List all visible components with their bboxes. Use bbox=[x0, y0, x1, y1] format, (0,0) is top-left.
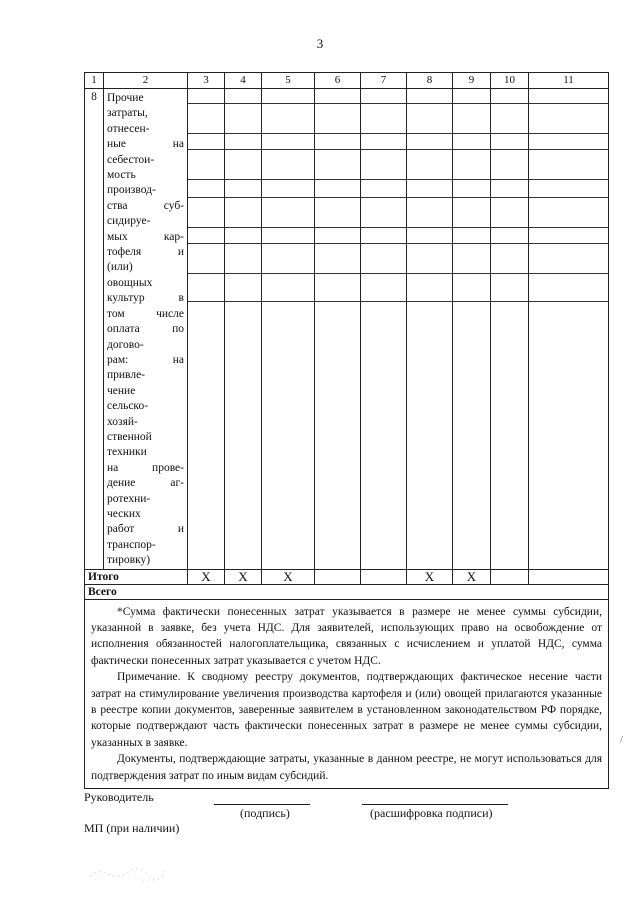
decode-caption: (расшифровка подписи) bbox=[370, 806, 493, 820]
sub-row-rule bbox=[491, 149, 528, 150]
itogo-cell: X bbox=[188, 569, 225, 584]
sub-row-rule bbox=[361, 243, 406, 244]
sub-row-rule bbox=[453, 149, 490, 150]
data-cell bbox=[315, 89, 361, 570]
col-header: 5 bbox=[262, 73, 315, 89]
col-header: 2 bbox=[104, 73, 188, 89]
sub-row-rule bbox=[361, 197, 406, 198]
description-line: отнесен- bbox=[107, 122, 150, 135]
sub-row-rule bbox=[529, 301, 608, 302]
sub-row-rule bbox=[225, 133, 261, 134]
data-column bbox=[315, 89, 360, 549]
sub-row-rule bbox=[262, 273, 314, 274]
sub-row-rule bbox=[225, 301, 261, 302]
data-column bbox=[529, 89, 608, 549]
col-header: 11 bbox=[529, 73, 609, 89]
col-header: 9 bbox=[453, 73, 491, 89]
sub-row-rule bbox=[262, 179, 314, 180]
sub-row-rule bbox=[529, 273, 608, 274]
sub-row-rule bbox=[262, 103, 314, 104]
sub-row-rule bbox=[361, 103, 406, 104]
description-line: культур в bbox=[107, 292, 184, 305]
itogo-cell bbox=[315, 569, 361, 584]
sub-row-rule bbox=[188, 179, 224, 180]
description-line: чение bbox=[107, 384, 136, 397]
sub-row-rule bbox=[262, 133, 314, 134]
description-line: техники bbox=[107, 446, 147, 459]
notes-cell bbox=[85, 599, 609, 788]
description-line: мых кар- bbox=[107, 230, 184, 243]
sub-row-rule bbox=[361, 227, 406, 228]
description-line: производ- bbox=[107, 184, 156, 197]
col-header: 7 bbox=[361, 73, 407, 89]
stamp-place: МП (при наличии) bbox=[84, 821, 180, 835]
description-line: хозяй- bbox=[107, 415, 138, 428]
sub-row-rule bbox=[529, 103, 608, 104]
sub-row-rule bbox=[315, 133, 360, 134]
description-line: сельско- bbox=[107, 400, 149, 413]
sub-row-rule bbox=[491, 243, 528, 244]
scan-smudge-icon bbox=[88, 860, 168, 882]
sub-row-rule bbox=[491, 179, 528, 180]
sub-row-rule bbox=[315, 273, 360, 274]
data-cell bbox=[529, 89, 609, 570]
data-column bbox=[225, 89, 261, 549]
row-description bbox=[104, 89, 188, 570]
itogo-cell: X bbox=[407, 569, 453, 584]
sub-row-rule bbox=[225, 197, 261, 198]
sub-row-rule bbox=[453, 133, 490, 134]
description-line: привле- bbox=[107, 369, 146, 382]
sub-row-rule bbox=[315, 301, 360, 302]
description-line: том числе bbox=[107, 307, 184, 320]
sub-row-rule bbox=[407, 103, 452, 104]
sub-row-rule bbox=[491, 273, 528, 274]
sub-row-rule bbox=[225, 103, 261, 104]
sub-row-rule bbox=[491, 227, 528, 228]
description-line: мость bbox=[107, 169, 136, 182]
data-cell bbox=[491, 89, 529, 570]
sub-row-rule bbox=[529, 179, 608, 180]
sub-row-rule bbox=[315, 103, 360, 104]
sub-row-rule bbox=[453, 273, 490, 274]
description-line: затраты, bbox=[107, 107, 148, 120]
sub-row-rule bbox=[315, 179, 360, 180]
sub-row-rule bbox=[262, 149, 314, 150]
sub-row-rule bbox=[407, 197, 452, 198]
sub-row-rule bbox=[361, 273, 406, 274]
sub-row-rule bbox=[262, 243, 314, 244]
description-line: тировку) bbox=[107, 554, 151, 567]
description-line: (или) bbox=[107, 261, 133, 274]
data-column bbox=[188, 89, 224, 549]
data-column bbox=[491, 89, 528, 549]
sub-row-rule bbox=[225, 273, 261, 274]
sub-row-rule bbox=[315, 227, 360, 228]
itogo-row bbox=[85, 569, 609, 584]
sub-row-rule bbox=[225, 243, 261, 244]
signature-line bbox=[214, 804, 310, 805]
sub-row-rule bbox=[262, 227, 314, 228]
sub-row-rule bbox=[361, 179, 406, 180]
sub-row-rule bbox=[225, 149, 261, 150]
sub-row-rule bbox=[453, 301, 490, 302]
description-line: оплата по bbox=[107, 323, 184, 336]
data-column bbox=[407, 89, 452, 549]
sub-row-rule bbox=[529, 149, 608, 150]
sub-row-rule bbox=[225, 179, 261, 180]
sub-row-rule bbox=[361, 149, 406, 150]
description-line: ротехни- bbox=[107, 492, 151, 505]
itogo-cell: X bbox=[262, 569, 315, 584]
data-cell bbox=[407, 89, 453, 570]
note-restriction: Документы, подтверждающие затраты, указанные в данном реестре, не могут использоваться для подтверждения затрат по иным видам субсидий. bbox=[91, 753, 602, 782]
sub-row-rule bbox=[188, 273, 224, 274]
sub-row-rule bbox=[315, 243, 360, 244]
data-column bbox=[262, 89, 314, 549]
col-header: 3 bbox=[188, 73, 225, 89]
data-column bbox=[453, 89, 490, 549]
sub-row-rule bbox=[529, 197, 608, 198]
sub-row-rule bbox=[453, 227, 490, 228]
description-line: ные на bbox=[107, 138, 184, 151]
data-column bbox=[361, 89, 406, 549]
sub-row-rule bbox=[529, 227, 608, 228]
description-line: ственной bbox=[107, 430, 152, 443]
sub-row-rule bbox=[225, 227, 261, 228]
itogo-cell bbox=[529, 569, 609, 584]
itogo-cell bbox=[361, 569, 407, 584]
sub-row-rule bbox=[491, 301, 528, 302]
description-line: ства суб- bbox=[107, 199, 184, 212]
col-header: 10 bbox=[491, 73, 529, 89]
sub-row-rule bbox=[407, 133, 452, 134]
itogo-cell bbox=[491, 569, 529, 584]
sub-row-rule bbox=[491, 103, 528, 104]
row-number: 8 bbox=[85, 89, 104, 570]
description-line: догово- bbox=[107, 338, 144, 351]
expense-registry-table bbox=[84, 72, 609, 789]
itogo-cell: X bbox=[453, 569, 491, 584]
col-header: 8 bbox=[407, 73, 453, 89]
page-number: 3 bbox=[316, 36, 324, 51]
sub-row-rule bbox=[188, 133, 224, 134]
note-attachments: Примечание. К сводному реестру документов, подтверждающих фактическое несение части затрат на стимулирование увеличения производства картофеля и (или) овощей прилагаются указанные в реестре копии документов, заверенные заявителем в установленном законодательством РФ порядке, которые подтверждают часть фактически понесенных затрат в размере не менее суммы субсидии, указанных в заявке. bbox=[91, 671, 602, 749]
sub-row-rule bbox=[407, 227, 452, 228]
description-line: транспор- bbox=[107, 538, 156, 551]
sub-row-rule bbox=[453, 179, 490, 180]
signature-caption: (подпись) bbox=[240, 806, 290, 820]
notes-row bbox=[85, 599, 609, 788]
sub-row-rule bbox=[262, 301, 314, 302]
data-cell bbox=[262, 89, 315, 570]
sub-row-rule bbox=[453, 243, 490, 244]
sub-row-rule bbox=[361, 301, 406, 302]
sub-row-rule bbox=[315, 149, 360, 150]
sub-row-rule bbox=[491, 197, 528, 198]
itogo-label: Итого bbox=[85, 569, 188, 584]
col-header: 6 bbox=[315, 73, 361, 89]
vsego-row bbox=[85, 584, 609, 599]
sub-row-rule bbox=[188, 103, 224, 104]
sub-row-rule bbox=[453, 197, 490, 198]
signatory-role: Руководитель bbox=[84, 790, 154, 804]
sub-row-rule bbox=[315, 197, 360, 198]
col-header: 1 bbox=[85, 73, 104, 89]
sub-row-rule bbox=[407, 243, 452, 244]
vsego-label: Всего bbox=[85, 584, 609, 599]
sub-row-rule bbox=[453, 103, 490, 104]
sub-row-rule bbox=[491, 133, 528, 134]
footnote-vat: *Сумма фактически понесенных затрат указывается в размере не менее суммы субсидии, указанной в заявке, без учета НДС. Для заявителей, использующих право на освобождение от исполнения обязанностей налогоплательщика, связанных с исчислением и уплатой НДС, сумма фактически понесенных затрат указывается с учетом НДС. bbox=[91, 605, 602, 667]
sub-row-rule bbox=[188, 301, 224, 302]
data-cell bbox=[225, 89, 262, 570]
itogo-cell: X bbox=[225, 569, 262, 584]
description-line: тофеля и bbox=[107, 246, 184, 259]
data-cell bbox=[361, 89, 407, 570]
sub-row-rule bbox=[529, 133, 608, 134]
sub-row-rule bbox=[188, 197, 224, 198]
description-line: сидируе- bbox=[107, 215, 151, 228]
description-line: себестои- bbox=[107, 153, 155, 166]
sub-row-rule bbox=[262, 197, 314, 198]
sub-row-rule bbox=[529, 243, 608, 244]
description-line: рам: на bbox=[107, 353, 184, 366]
sub-row-rule bbox=[361, 133, 406, 134]
sub-row-rule bbox=[407, 179, 452, 180]
sub-row-rule bbox=[188, 149, 224, 150]
description-line: работ и bbox=[107, 523, 184, 536]
description-line: овощных bbox=[107, 276, 153, 289]
scan-mark-icon: / bbox=[620, 735, 623, 746]
table-row bbox=[85, 89, 609, 570]
description-line: Прочие bbox=[107, 92, 144, 104]
description-line: ческих bbox=[107, 507, 141, 520]
data-cell bbox=[453, 89, 491, 570]
description-line: дение аг- bbox=[107, 477, 184, 490]
sub-row-rule bbox=[407, 301, 452, 302]
description-line: на прове- bbox=[107, 461, 184, 474]
sub-row-rule bbox=[407, 149, 452, 150]
sub-row-rule bbox=[188, 243, 224, 244]
data-cell bbox=[188, 89, 225, 570]
sub-row-rule bbox=[188, 227, 224, 228]
sub-row-rule bbox=[407, 273, 452, 274]
col-header: 4 bbox=[225, 73, 262, 89]
decode-line bbox=[362, 804, 508, 805]
column-number-row bbox=[85, 73, 609, 89]
